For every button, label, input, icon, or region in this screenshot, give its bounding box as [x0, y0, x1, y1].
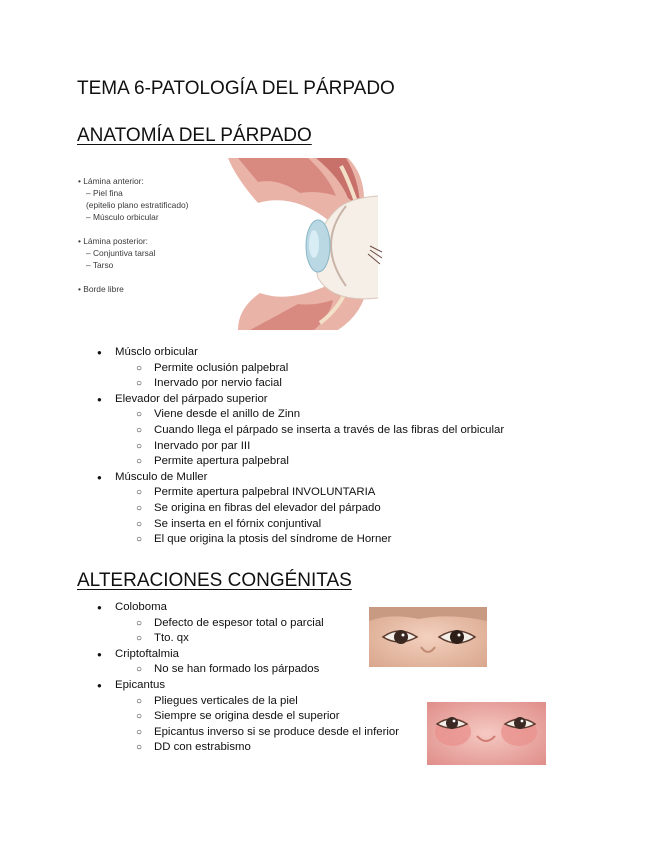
list-subitem: ○ Inervado por par III: [78, 439, 598, 455]
list-subitem: ○ Epicantus inverso si se produce desde el inferior: [78, 725, 438, 741]
figure-sublabel: – Músculo orbicular: [86, 212, 159, 222]
eyelid-cross-section-illustration: [78, 158, 383, 330]
list-subitem: ○ Permite apertura palpebral: [78, 454, 598, 470]
section-heading-alteraciones: ALTERACIONES CONGÉNITAS: [77, 570, 352, 591]
list-subitem: ○ No se han formado los párpados: [78, 662, 438, 678]
list-subitem: ○ Cuando llega el párpado se inserta a través de las fibras del orbicular: [78, 423, 598, 439]
list-subitem: ○ Inervado por nervio facial: [78, 376, 598, 392]
section-heading-anatomia: ANATOMÍA DEL PÁRPADO: [77, 125, 312, 146]
anatomia-list: [78, 345, 598, 548]
figure-sublabel: – Tarso: [86, 260, 114, 270]
figure-sublabel: – Conjuntiva tarsal: [86, 248, 156, 258]
list-subitem: ○ Viene desde el anillo de Zinn: [78, 407, 598, 423]
list-subitem: ○ Defecto de espesor total o parcial: [78, 616, 438, 632]
list-subitem: ○ Permite apertura palpebral INVOLUNTARIA: [78, 485, 598, 501]
list-subitem: ○ Permite oclusión palpebral: [78, 361, 598, 377]
list-item: ● Músclo orbicular: [78, 345, 598, 361]
figure-label: • Lámina posterior:: [78, 236, 148, 246]
list-item: ● Músculo de Muller: [78, 470, 598, 486]
page-title: TEMA 6-PATOLOGÍA DEL PÁRPADO: [77, 78, 395, 99]
list-item: ● Criptoftalmia: [78, 647, 438, 663]
figure-label: • Borde libre: [78, 284, 124, 294]
list-subitem: ○ Pliegues verticales de la piel: [78, 694, 438, 710]
epicantus-photo: [427, 702, 546, 765]
coloboma-photo: [369, 607, 487, 667]
list-subitem: ○ Se inserta en el fórnix conjuntival: [78, 517, 598, 533]
list-subitem: ○ El que origina la ptosis del síndrome de Horner: [78, 532, 598, 548]
figure-label: • Lámina anterior:: [78, 176, 144, 186]
figure-sublabel: (epitelio plano estratificado): [86, 200, 189, 210]
list-item: ● Elevador del párpado superior: [78, 392, 598, 408]
eyelid-anatomy-figure: [78, 158, 383, 330]
list-item: ● Coloboma: [78, 600, 438, 616]
figure-sublabel: – Piel fina: [86, 188, 123, 198]
list-subitem: ○ Tto. qx: [78, 631, 438, 647]
list-item: ● Epicantus: [78, 678, 438, 694]
list-subitem: ○ Siempre se origina desde el superior: [78, 709, 438, 725]
list-subitem: ○ Se origina en fibras del elevador del párpado: [78, 501, 598, 517]
list-subitem: ○ DD con estrabismo: [78, 740, 438, 756]
